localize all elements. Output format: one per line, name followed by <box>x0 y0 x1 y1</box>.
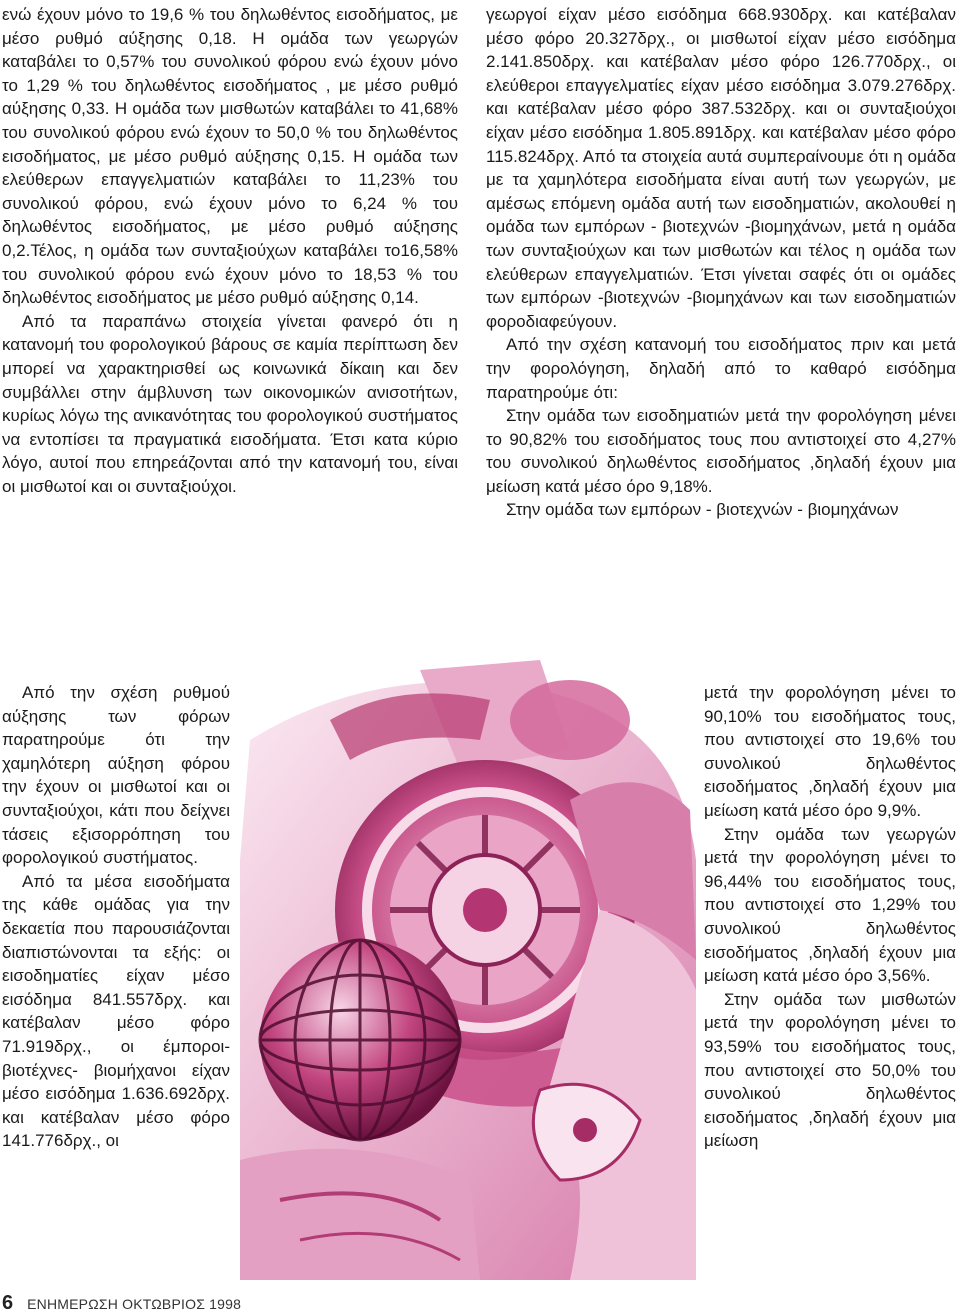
paragraph: Από τα παραπάνω στοιχεία γίνεται φανερό ότι η κατανομή του φορολογικού βάρους σε καμία περίπτωση δεν μπορεί να χαρακτηρισθεί ως κοινωνικά δίκαιη και δεν συμβάλλει στην άμβλυνση των οικονομικών ανισοτήτων, κυρίως λόγω της ανικανότητας του φορολογικού συστήματος να εντοπίσει τα πραγματικά εισοδήματα. Έτσι κατα κύριο λόγο, αυτοί που επηρεάζονται από την κατανομή του, είναι οι μισθωτοί και οι συνταξιούχοι. <box>2 311 458 496</box>
footer-publication-date: ΕΝΗΜΕΡΩΣΗ ΟΚΤΩΒΡΙΟΣ 1998 <box>27 1296 242 1312</box>
left-column-top <box>2 3 458 498</box>
right-column-top <box>486 3 956 522</box>
paragraph: ενώ έχουν μόνο το 19,6 % του δηλωθέντος εισοδήματος, με μέσο ρυθμό αύξησης 0,18. Η ομάδα των γεωργών καταβάλει το 0,57% του συνολικού φόρου ενώ έχουν μόνο το 1,29 % του δηλωθέντος εισοδήματος , με μέσο ρυθμό αύξησης 0,33. Η ομάδα των μισθωτών καταβάλει το 41,68% του συνολικού φόρου ενώ έχουν το 50,0 % του δηλωθέντος εισοδήματος, με μέσο ρυθμό αύξησης 0,15. Η ομάδα των ελεύθερων επαγγελματιών καταβάλει το 11,23% του συνολικού φόρου, ενώ έχουν μόνο το 6,24 % του δηλωθέντος εισοδήματος, με μέσο ρυθμό αύξησης 0,2.Τέλος, η ομάδα των συνταξιούχων καταβάλει το16,58% του συνολικού φόρου ενώ έχουν μόνο το 18,53 % του δηλωθέντος εισοδήματος με μέσο ρυθμό αύξησης 0,14. <box>2 5 458 308</box>
right-column-narrow <box>704 681 956 1153</box>
page-number: 6 <box>2 1292 14 1314</box>
page-footer <box>2 1292 241 1314</box>
paragraph: μετά την φορολόγηση μένει το 90,10% του εισοδήματος τους, που αντιστοιχεί στο 19,6% του συνολικού δηλωθέντος εισοδήματος ,δηλαδή έχουν μια μείωση κατά μέσο όρο 9,9%. <box>704 683 956 820</box>
paragraph: Από την σχέση ρυθμού αύξησης των φόρων παρατηρούμε ότι την χαμηλότερη αύξηση φόρου την έχουν οι μισθωτοί και οι συνταξιούχοι, κάτι που δείχνει τάσεις εξισορρόπηση του φορολογικού συστήματος. <box>2 683 230 868</box>
illustration <box>240 660 696 1280</box>
paragraph: Στην ομάδα των μισθωτών μετά την φορολόγηση μένει το 93,59% του εισοδήματος τους, που αντιστοιχεί στο 50,0% του συνολικού δηλωθέντος εισοδήματος ,δηλαδή έχουν μια μείωση <box>704 989 956 1151</box>
paragraph: Στην ομάδα των εμπόρων - βιοτεχνών - βιομηχάνων <box>506 500 899 520</box>
paragraph: Στην ομάδα των εισοδηματιών μετά την φορολόγηση μένει το 90,82% του εισοδήματος τους που αντιστοιχεί στο 4,27% του συνολικού δηλωθέντος εισοδήματος ,δηλαδή έχουν μια μείωση κατά μέσο όρο 9,18%. <box>486 406 956 496</box>
illustration-art <box>240 660 696 1280</box>
paragraph: Από τα μέσα εισοδήματα της κάθε ομάδας για την δεκαετία που παρουσιάζονται διαπιστώνονται τα εξής: οι εισοδηματίες είχαν μέσο εισόδημα 841.557δρχ. και κατέβαλαν μέσο φόρο 71.919δρχ., οι έμποροι-βιοτέχνες- βιομήχανοι είχαν μέσο εισόδημα 1.636.692δρχ. και κατέβαλαν μέσο φόρο 141.776δρχ., οι <box>2 871 230 1151</box>
paragraph: γεωργοί είχαν μέσο εισόδημα 668.930δρχ. και κατέβαλαν μέσο φόρο 20.327δρχ., οι μισθωτοί είχαν μέσο εισόδημα 2.141.850δρχ. και κατέβαλαν μέσο φόρο 126.770δρχ., οι ελεύθεροι επαγγελματίες είχαν μέσο εισόδημα 3.079.276δρχ. και κατέβαλαν μέσο φόρο 387.532δρχ. και οι συνταξιούχοι είχαν μέσο εισόδημα 1.805.891δρχ. και κατέβαλαν μέσο φόρο 115.824δρχ. Από τα στοιχεία αυτά συμπεραίνουμε ότι η ομάδα με τα χαμηλότερα εισοδήματα είναι αυτή των γεωργών, με αμέσως επόμενη ομάδα αυτή των εισοδηματιών, ακολουθεί η ομάδα των εμπόρων - βιοτεχνών -βιομηχάνων, μετά η ομάδα των συνταξιούχων και των μισθωτών και τέλος η ομάδα των ελεύθερων επαγγελματιών. Έτσι γίνεται σαφές ότι οι ομάδες των εμπόρων -βιοτεχνών -βιομηχάνων και των εισοδηματιών φοροδιαφεύγουν. <box>486 5 956 331</box>
paragraph: Από την σχέση κατανομή του εισοδήματος πριν και μετά την φορολόγηση, δηλαδή από το καθαρό εισόδημα παρατηρούμε ότι: <box>486 335 956 402</box>
left-column-narrow <box>2 681 230 1153</box>
paragraph: Στην ομάδα των γεωργών μετά την φορολόγηση μένει το 96,44% του εισοδήματος τους, που αντιστοιχεί στο 1,29% του συνολικού δηλωθέντος εισοδήματος ,δηλαδή έχουν μια μείωση κατά μέσο όρο 3,56%. <box>704 824 956 986</box>
